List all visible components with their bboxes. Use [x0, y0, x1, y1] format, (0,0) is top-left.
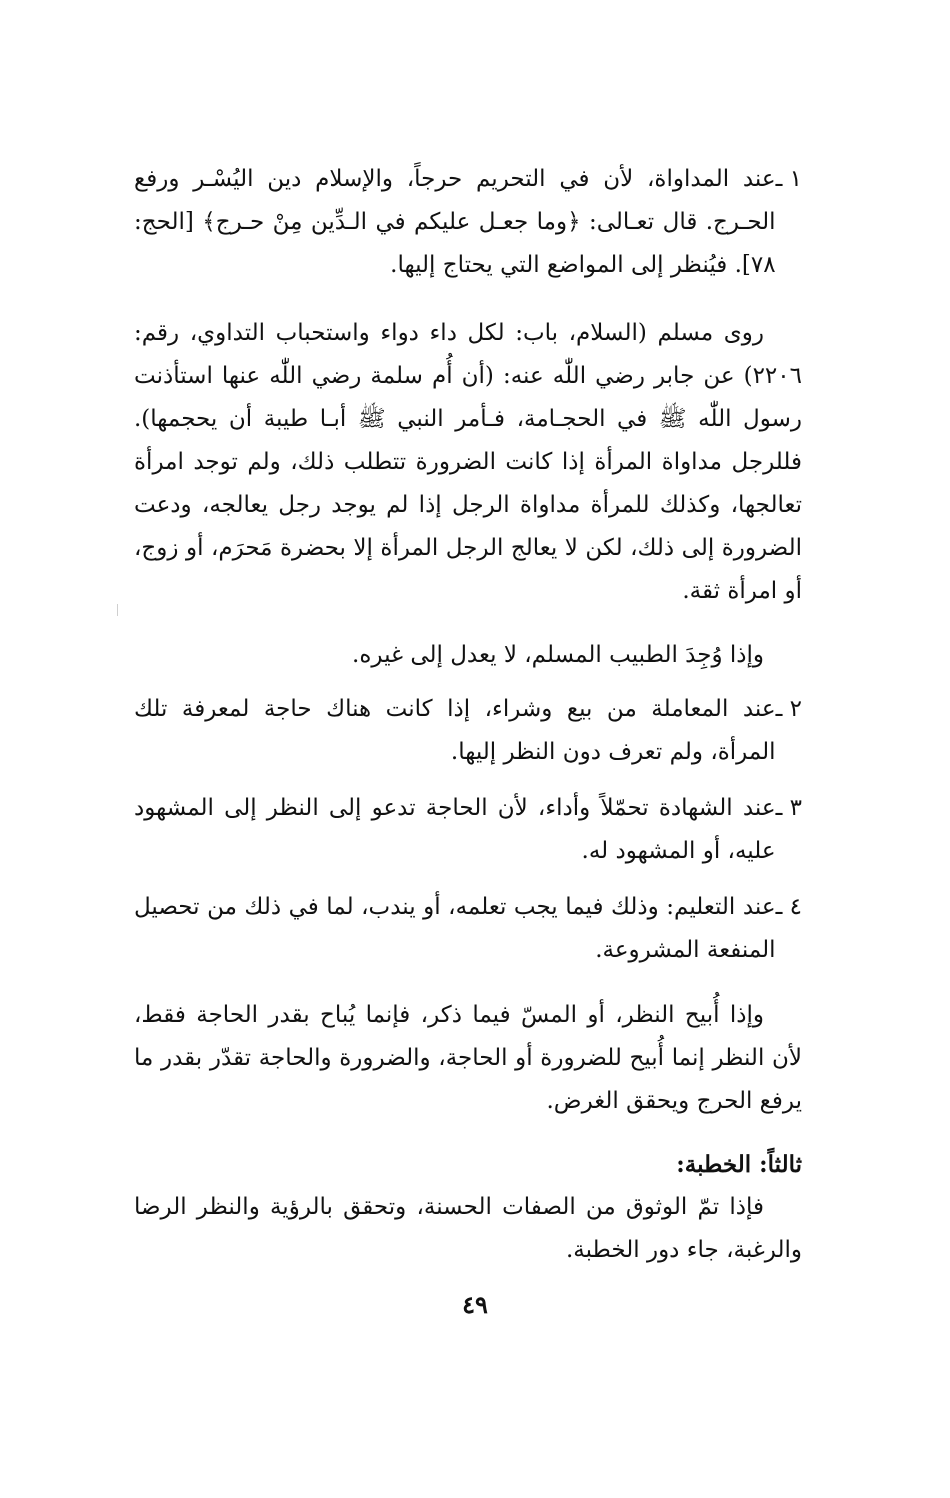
margin-mark	[117, 604, 118, 616]
list-number: ٤ ـ	[775, 894, 802, 920]
list-item-4	[134, 886, 802, 972]
list-number: ٢ ـ	[775, 696, 802, 722]
list-item-1	[134, 158, 802, 287]
list-item-text: عند المعاملة من بيع وشراء، إذا كانت هناك حاجة لمعرفة تلك المرأة، ولم تعرف دون النظر إليها.	[134, 696, 776, 765]
list-item-text: عند الشهادة تحمّلاً وأداء، لأن الحاجة تدعو إلى النظر إلى المشهود عليه، أو المشهود له.	[134, 795, 776, 864]
page-number: ٤٩	[462, 1290, 488, 1319]
section-heading: ثالثاً: الخطبة:	[676, 1151, 802, 1178]
list-item-3	[134, 787, 802, 873]
list-number: ٣ ـ	[775, 795, 802, 821]
list-number: ١ ـ	[775, 166, 802, 192]
list-item-2	[134, 688, 802, 774]
paragraph-permissibility: وإذا أُبيح النظر، أو المسّ فيما ذكر، فإنما يُباح بقدر الحاجة فقط، لأن النظر إنما أُبيح للضرورة أو الحاجة، والضرورة والحاجة تقدّر بقدر ما يرفع الحرج ويحقق الغرض.	[134, 1002, 802, 1114]
list-item-text: عند المداواة، لأن في التحريم حرجاً، والإسلام دين اليُسْـر ورفع الحـرج. قال تعـالى: ﴿وما جعـل عليكم في الـدِّين مِنْ حـرج﴾ [الحج: ٧٨]. فيُنظر إلى المواضع التي يحتاج إليها.	[134, 166, 776, 278]
paragraph-engagement: فإذا تمّ الوثوق من الصفات الحسنة، وتحقق بالرؤية والنظر الرضا والرغبة، جاء دور الخطبة.	[134, 1194, 802, 1263]
paragraph-muslim-doctor: وإذا وُجِدَ الطبيب المسلم، لا يعدل إلى غيره.	[352, 642, 764, 668]
paragraph-hadith: روى مسلم (السلام، باب: لكل داء دواء واستحباب التداوي، رقم: ٢٢٠٦) عن جابر رضي اللّٰه عنه: (أن أُم سلمة رضي اللّٰه عنها استأذنت رسول اللّٰه ﷺ في الحجـامة، فـأمر النبي ﷺ أبـا طيبة أن يحجمها). فللرجل مداواة المرأة إذا كانت الضرورة تتطلب ذلك، ولم توجد امرأة تعالجها، وكذلك للمرأة مداواة الرجل إذا لم يوجد رجل يعالجه، ودعت الضرورة إلى ذلك، لكن لا يعالج الرجل المرأة إلا بحضرة مَحرَم، أو زوج، أو امرأة ثقة.	[134, 320, 802, 604]
list-item-text: عند التعليم: وذلك فيما يجب تعلمه، أو يندب، لما في ذلك من تحصيل المنفعة المشروعة.	[134, 894, 776, 963]
